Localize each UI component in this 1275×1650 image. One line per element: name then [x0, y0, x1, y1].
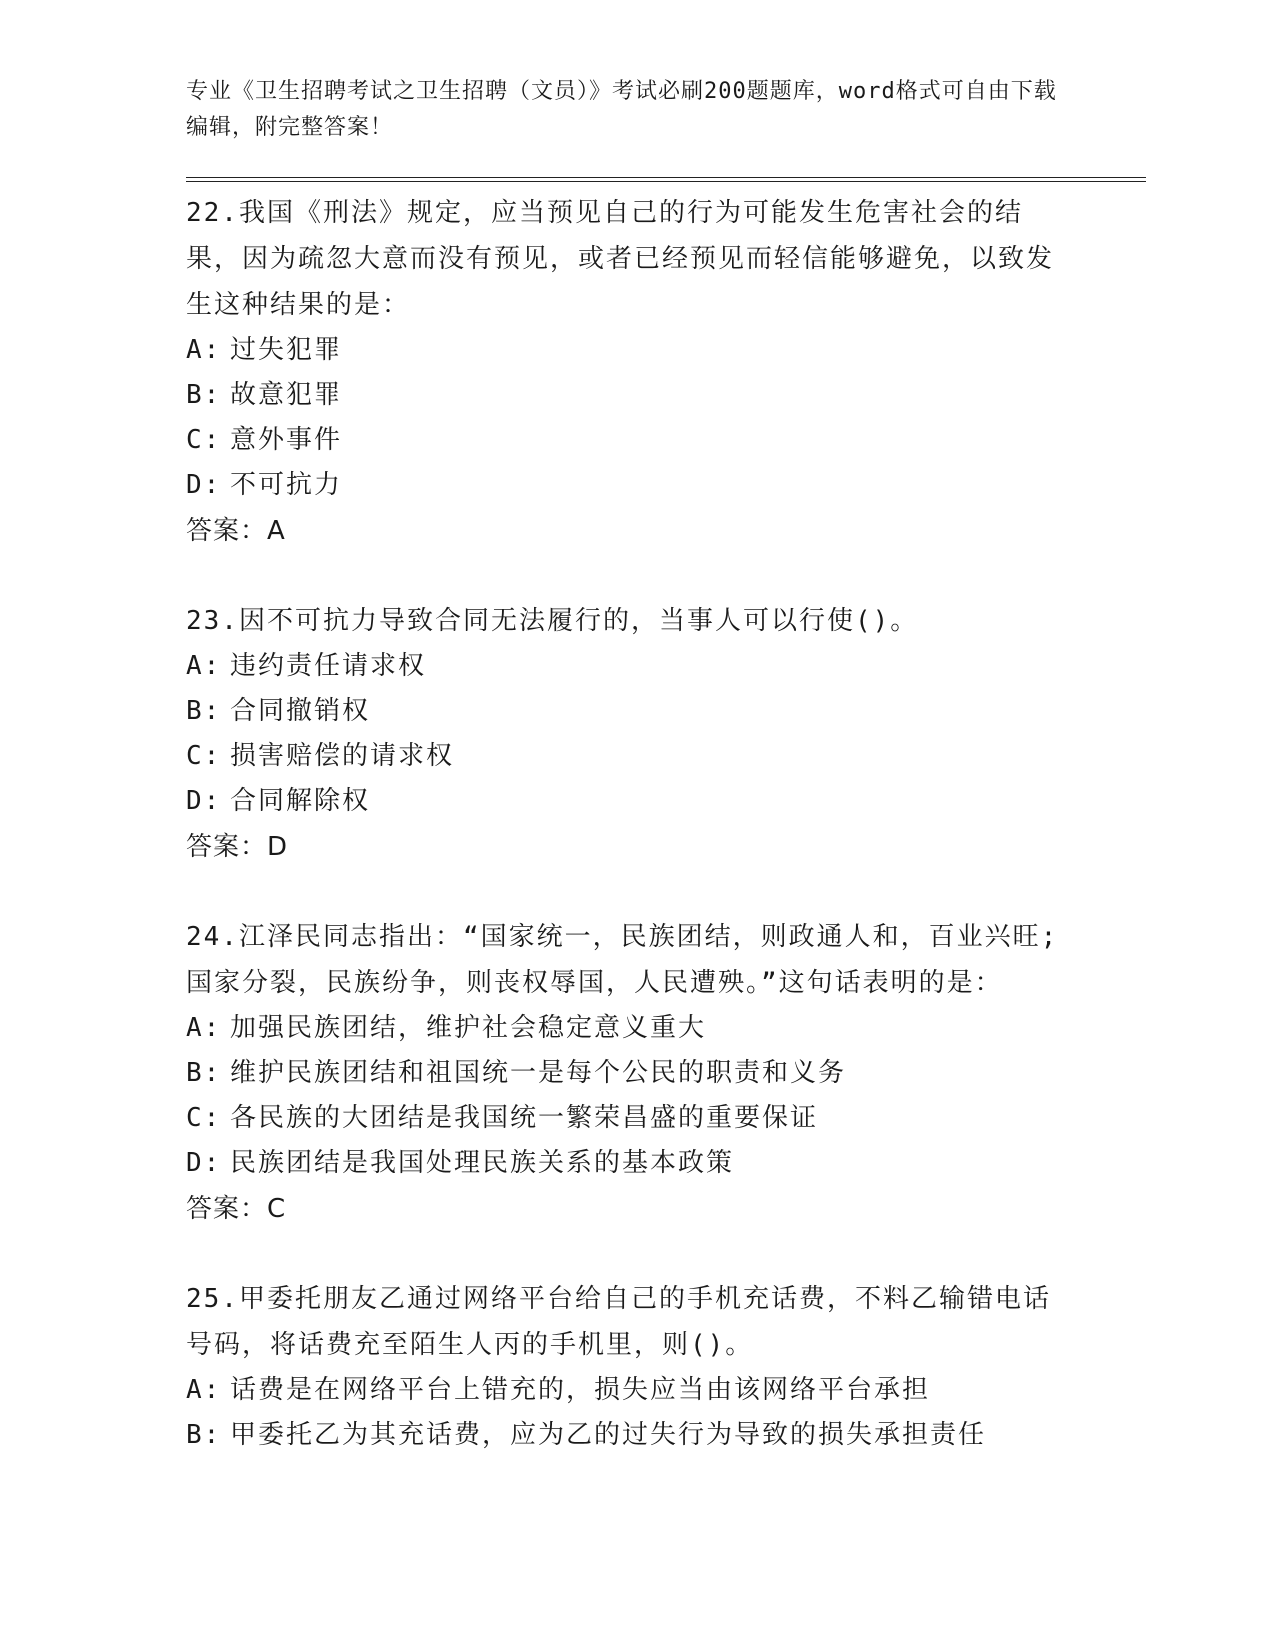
option-text: 损害赔偿的请求权: [230, 741, 455, 771]
option-key: B:: [186, 1420, 222, 1450]
option-key: A:: [186, 1375, 222, 1405]
option-key: D:: [186, 786, 222, 816]
option-text: 民族团结是我国处理民族关系的基本政策: [230, 1148, 735, 1178]
option-text: 话费是在网络平台上错充的，损失应当由该网络平台承担: [230, 1375, 931, 1405]
option-key: A:: [186, 651, 222, 681]
option-c: [186, 1096, 1146, 1141]
option-key: A:: [186, 335, 222, 365]
question-text: 25.甲委托朋友乙通过网络平台给自己的手机充话费，不料乙输错电话号码，将话费充至陌生人丙的手机里，则()。: [186, 1284, 1051, 1360]
option-key: B:: [186, 1058, 222, 1088]
option-text: 合同撤销权: [230, 696, 371, 726]
answer-line: 答案：A: [186, 516, 286, 546]
question-text: 22.我国《刑法》规定，应当预见自己的行为可能发生危害社会的结果，因为疏忽大意而没有预见，或者已经预见而轻信能够避免，以致发生这种结果的是：: [186, 198, 1055, 320]
option-a: [186, 1368, 1146, 1413]
option-text: 不可抗力: [230, 470, 343, 500]
question-text: 23.因不可抗力导致合同无法履行的，当事人可以行使()。: [186, 606, 919, 636]
question-22: [186, 190, 1146, 554]
option-text: 合同解除权: [230, 786, 371, 816]
option-d: [186, 779, 1146, 824]
question-24: [186, 914, 1146, 1232]
question-25: [186, 1276, 1146, 1458]
option-text: 加强民族团结，维护社会稳定意义重大: [230, 1013, 707, 1043]
option-text: 违约责任请求权: [230, 651, 427, 681]
option-c: [186, 418, 1146, 463]
option-key: A:: [186, 1013, 222, 1043]
question-23: [186, 598, 1146, 870]
option-a: [186, 644, 1146, 689]
option-a: [186, 328, 1146, 373]
header-divider: [186, 177, 1146, 182]
option-key: C:: [186, 1103, 222, 1133]
option-text: 故意犯罪: [230, 380, 343, 410]
option-c: [186, 734, 1146, 779]
question-list: [186, 190, 1146, 1502]
option-key: D:: [186, 470, 222, 500]
option-key: B:: [186, 380, 222, 410]
option-key: D:: [186, 1148, 222, 1178]
option-key: B:: [186, 696, 222, 726]
option-b: [186, 689, 1146, 734]
option-text: 各民族的大团结是我国统一繁荣昌盛的重要保证: [230, 1103, 819, 1133]
option-d: [186, 463, 1146, 508]
option-text: 过失犯罪: [230, 335, 343, 365]
question-text: 24.江泽民同志指出：“国家统一，民族团结，则政通人和，百业兴旺;国家分裂，民族纷争，则丧权辱国，人民遭殃。”这句话表明的是：: [186, 922, 1059, 998]
option-b: [186, 1051, 1146, 1096]
option-b: [186, 1413, 1146, 1458]
option-text: 意外事件: [230, 425, 343, 455]
option-key: C:: [186, 741, 222, 771]
option-a: [186, 1006, 1146, 1051]
document-header: 专业《卫生招聘考试之卫生招聘（文员）》考试必刷200题题库，word格式可自由下载编辑，附完整答案！: [186, 79, 1057, 140]
option-d: [186, 1141, 1146, 1186]
answer-line: 答案：D: [186, 832, 289, 862]
option-key: C:: [186, 425, 222, 455]
option-b: [186, 373, 1146, 418]
answer-line: 答案：C: [186, 1194, 287, 1224]
option-text: 维护民族团结和祖国统一是每个公民的职责和义务: [230, 1058, 847, 1088]
option-text: 甲委托乙为其充话费，应为乙的过失行为导致的损失承担责任: [230, 1420, 987, 1450]
